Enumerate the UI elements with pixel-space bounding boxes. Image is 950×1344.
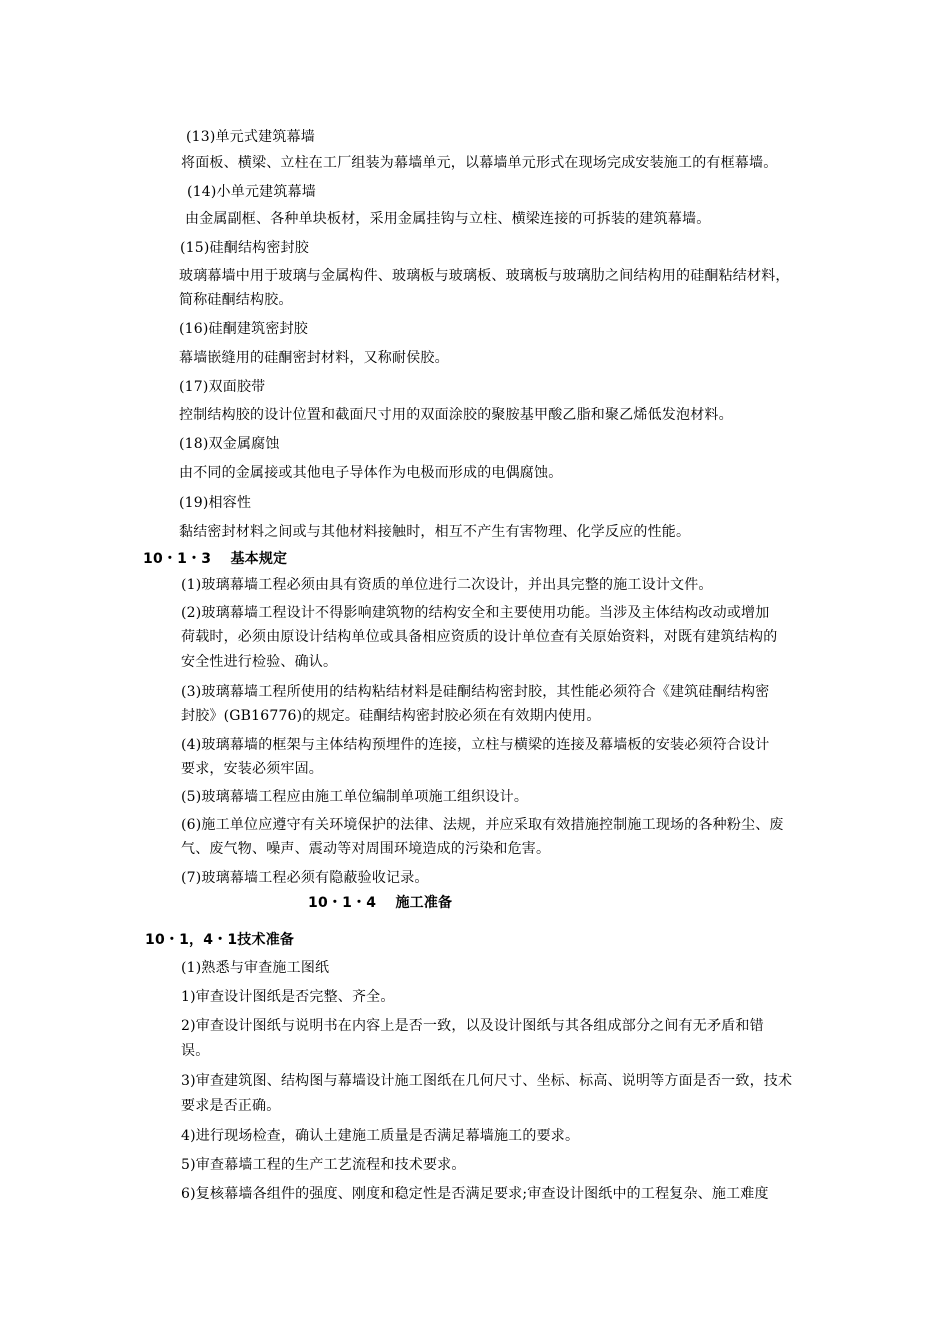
rule-7: (7)玻璃幕墙工程必须有隐蔽验收记录。 [181, 870, 429, 886]
tech-item-3-line1: 3)审查建筑图、结构图与幕墙设计施工图纸在几何尺寸、坐标、标高、说明等方面是否一致，技术 [181, 1073, 793, 1089]
rule-6-line2: 气、废气物、噪声、震动等对周围环境造成的污染和危害。 [181, 841, 551, 857]
tech-item-6: 6)复核幕墙各组件的强度、刚度和稳定性是否满足要求;审查设计图纸中的工程复杂、施工难度 [181, 1186, 769, 1202]
tech-item-0: (1)熟悉与审查施工图纸 [181, 960, 330, 976]
term-title-17: (17)双面胶带 [179, 379, 266, 395]
rule-6-line1: (6)施工单位应遵守有关环境保护的法律、法规，并应采取有效措施控制施工现场的各种粉尘、废 [181, 817, 784, 833]
rule-4-line1: (4)玻璃幕墙的框架与主体结构预埋件的连接，立柱与横梁的连接及幕墙板的安装必须符合设计 [181, 737, 770, 753]
term-title-16: (16)硅酮建筑密封胶 [179, 321, 308, 337]
term-desc-15-line2: 简称硅酮结构胶。 [179, 292, 293, 308]
tech-item-1: 1)审查设计图纸是否完整、齐全。 [181, 989, 395, 1005]
section-heading-construction-prep: 10・1・4 施工准备 [308, 895, 453, 911]
rule-3-line2: 封胶》(GB16776)的规定。硅酮结构密封胶必须在有效期内使用。 [181, 708, 601, 724]
term-desc-15-line1: 玻璃幕墙中用于玻璃与金属构件、玻璃板与玻璃板、玻璃板与玻璃肋之间结构用的硅酮粘结材料， [179, 268, 790, 284]
tech-item-5: 5)审查幕墙工程的生产工艺流程和技术要求。 [181, 1157, 466, 1173]
term-desc-18: 由不同的金属接或其他电子导体作为电极而形成的电偶腐蚀。 [179, 465, 563, 481]
section-heading-basic-rules: 10・1・3 基本规定 [143, 551, 288, 567]
term-desc-16: 幕墙嵌缝用的硅酮密封材料，又称耐侯胶。 [179, 350, 449, 366]
rule-1: (1)玻璃幕墙工程必须由具有资质的单位进行二次设计，并出具完整的施工设计文件。 [181, 577, 713, 593]
subsection-heading-technical-prep: 10・1，4・1技术准备 [145, 932, 295, 948]
rule-2-line3: 安全性进行检验、确认。 [181, 654, 338, 670]
term-title-19: (19)相容性 [179, 495, 252, 511]
rule-2-line2: 荷载时，必须由原设计结构单位或具备相应资质的设计单位查有关原始资料，对既有建筑结构的 [181, 629, 778, 645]
term-title-13: (13)单元式建筑幕墙 [186, 129, 315, 145]
rule-3-line1: (3)玻璃幕墙工程所使用的结构粘结材料是硅酮结构密封胶，其性能必须符合《建筑硅酮结构密 [181, 684, 770, 700]
tech-item-2-line2: 误。 [181, 1043, 210, 1059]
rule-2-line1: (2)玻璃幕墙工程设计不得影响建筑物的结构安全和主要使用功能。当涉及主体结构改动或增加 [181, 605, 770, 621]
term-desc-19: 黏结密封材料之间或与其他材料接触时，相互不产生有害物理、化学反应的性能。 [179, 524, 691, 540]
tech-item-3-line2: 要求是否正确。 [181, 1098, 281, 1114]
term-desc-17: 控制结构胶的设计位置和截面尺寸用的双面涂胶的聚胺基甲酸乙脂和聚乙烯低发泡材料。 [179, 407, 733, 423]
rule-4-line2: 要求，安装必须牢固。 [181, 761, 323, 777]
tech-item-4: 4)进行现场检查，确认土建施工质量是否满足幕墙施工的要求。 [181, 1128, 580, 1144]
term-title-15: (15)硅酮结构密封胶 [180, 240, 309, 256]
tech-item-2-line1: 2)审查设计图纸与说明书在内容上是否一致，以及设计图纸与其各组成部分之间有无矛盾和错 [181, 1018, 764, 1034]
term-title-18: (18)双金属腐蚀 [179, 436, 280, 452]
term-title-14: (14)小单元建筑幕墙 [187, 184, 316, 200]
term-desc-13: 将面板、横梁、立柱在工厂组装为幕墙单元，以幕墙单元形式在现场完成安装施工的有框幕墙。 [181, 155, 778, 171]
term-desc-14: 由金属副框、各种单块板材，采用金属挂钩与立柱、横梁连接的可拆装的建筑幕墙。 [185, 211, 711, 227]
rule-5: (5)玻璃幕墙工程应由施工单位编制单项施工组织设计。 [181, 789, 529, 805]
